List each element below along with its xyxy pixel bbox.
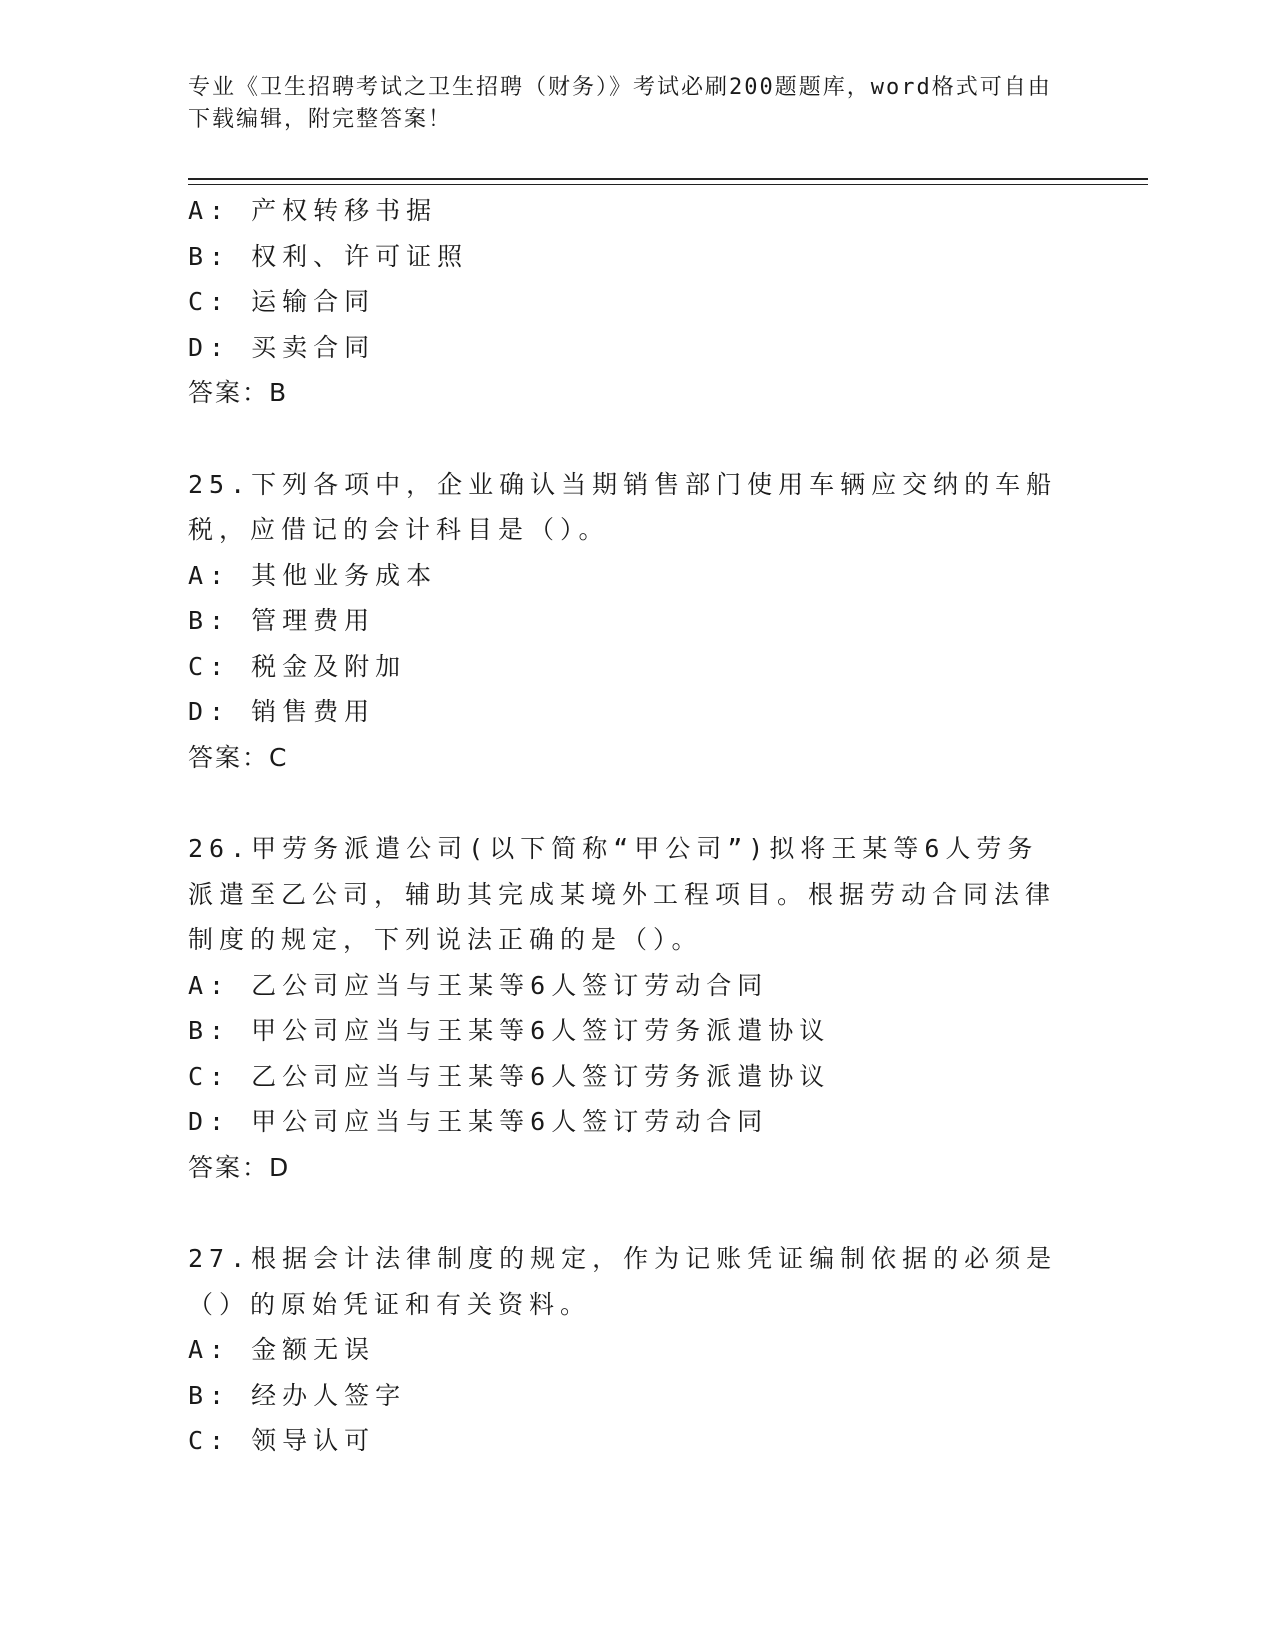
question-24-option-d: D: 买卖合同 <box>188 332 376 362</box>
question-26-answer: 答案：D <box>188 1152 291 1182</box>
document-header: 专业《卫生招聘考试之卫生招聘（财务）》考试必刷200题题库，word格式可自由下载编辑，附完整答案！ <box>188 75 1052 132</box>
question-24-option-b: B: 权利、许可证照 <box>188 241 469 271</box>
question-24-answer: 答案：B <box>188 378 289 407</box>
question-26-option-d: D: 甲公司应当与王某等6人签订劳动合同 <box>188 1107 769 1136</box>
question-25-answer: 答案：C <box>188 742 289 772</box>
question-25-text: 25.下列各项中，企业确认当期销售部门使用车辆应交纳的车船税，应借记的会计科目是（）。 <box>188 469 1058 544</box>
question-24-block <box>188 188 1088 416</box>
question-list <box>188 188 1088 1464</box>
question-26-block <box>188 826 1088 1190</box>
question-24-option-c: C: 运输合同 <box>188 287 376 316</box>
question-25-block <box>188 462 1088 781</box>
question-26-option-c: C: 乙公司应当与王某等6人签订劳务派遣协议 <box>188 1061 831 1091</box>
question-25-option-d: D: 销售费用 <box>188 697 376 726</box>
question-26-text: 26.甲劳务派遣公司(以下简称“甲公司”)拟将王某等6人劳务派遣至乙公司，辅助其完成某境外工程项目。根据劳动合同法律制度的规定，下列说法正确的是（）。 <box>188 834 1057 954</box>
header-divider-thin <box>188 184 1148 185</box>
question-26-option-b: B: 甲公司应当与王某等6人签订劳务派遣协议 <box>188 1016 831 1045</box>
question-25-option-c: C: 税金及附加 <box>188 651 407 681</box>
question-25-option-a: A: 其他业务成本 <box>188 560 438 590</box>
question-27-option-b: B: 经办人签字 <box>188 1380 407 1410</box>
question-25-option-b: B: 管理费用 <box>188 606 376 635</box>
document-page <box>188 0 1148 1650</box>
question-27-text: 27.根据会计法律制度的规定，作为记账凭证编制依据的必须是（）的原始凭证和有关资料。 <box>188 1244 1058 1319</box>
question-27-option-c: C: 领导认可 <box>188 1426 376 1455</box>
question-26-option-a: A: 乙公司应当与王某等6人签订劳动合同 <box>188 970 769 1000</box>
header-divider <box>188 178 1148 180</box>
question-27-block <box>188 1236 1088 1464</box>
question-27-option-a: A: 金额无误 <box>188 1335 376 1364</box>
question-24-option-a: A: 产权转移书据 <box>188 196 438 225</box>
